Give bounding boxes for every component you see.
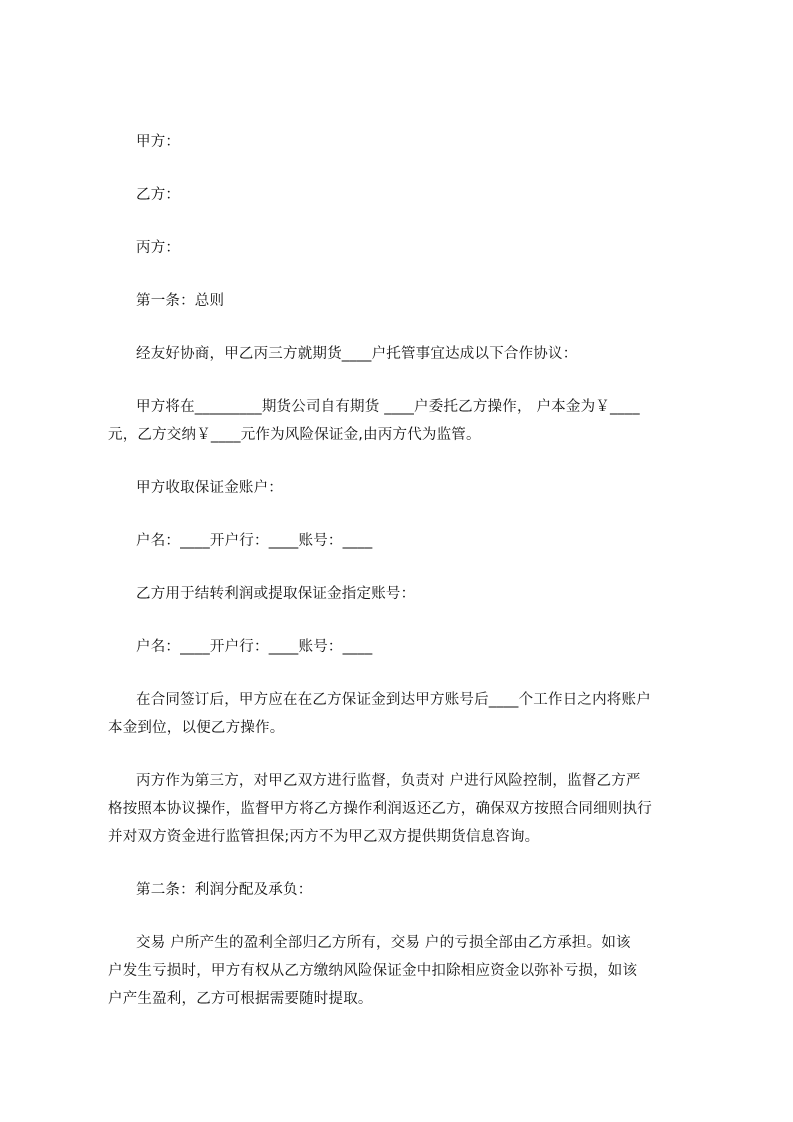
b-account-title: 乙方用于结转利润或提取保证金指定账号： [136,586,416,602]
paragraph4-line2: 户发生亏损时，甲方有权从乙方缴纳风险保证金中扣除相应资金以弥补亏损，如该 [108,963,638,979]
party-b-label: 乙方： [136,187,181,203]
paragraph3-line3: 并对双方资金进行监管担保;丙方不为甲乙双方提供期货信息咨询。 [108,829,540,845]
paragraph2-line1: 在合同签订后，甲方应在在乙方保证金到达甲方账号后____个工作日之内将账户 [136,692,651,708]
paragraph1-line1: 甲方将在_________期货公司自有期货 ____户委托乙方操作， 户本金为￥____ [136,399,640,415]
a-account-info: 户名：____开户行：____账号：____ [136,533,373,549]
paragraph4-line3: 户产生盈利，乙方可根据需要随时提取。 [108,991,373,1007]
b-account-info: 户名：____开户行：____账号：____ [136,639,373,655]
article2-title: 第二条：利润分配及承负： [136,882,313,898]
paragraph3-line2: 格按照本协议操作，监督甲方将乙方操作利润返还乙方，确保双方按照合同细则执行 [108,801,652,817]
article1-title: 第一条：总则 [136,293,225,309]
paragraph1-line2: 元，乙方交纳￥____元作为风险保证金,由丙方代为监管。 [108,427,481,443]
party-a-label: 甲方： [136,134,181,150]
intro-paragraph: 经友好协商，甲乙丙三方就期货____户托管事宜达成以下合作协议： [136,346,578,362]
paragraph4-line1: 交易 户所产生的盈利全部归乙方所有，交易 户的亏损全部由乙方承担。如该 [136,935,631,951]
paragraph3-line1: 丙方作为第三方，对甲乙双方进行监督，负责对 户进行风险控制，监督乙方严 [136,773,641,789]
party-c-label: 丙方： [136,240,181,256]
paragraph2-line2: 本金到位，以便乙方操作。 [108,720,285,736]
a-margin-account-title: 甲方收取保证金账户： [136,480,283,496]
